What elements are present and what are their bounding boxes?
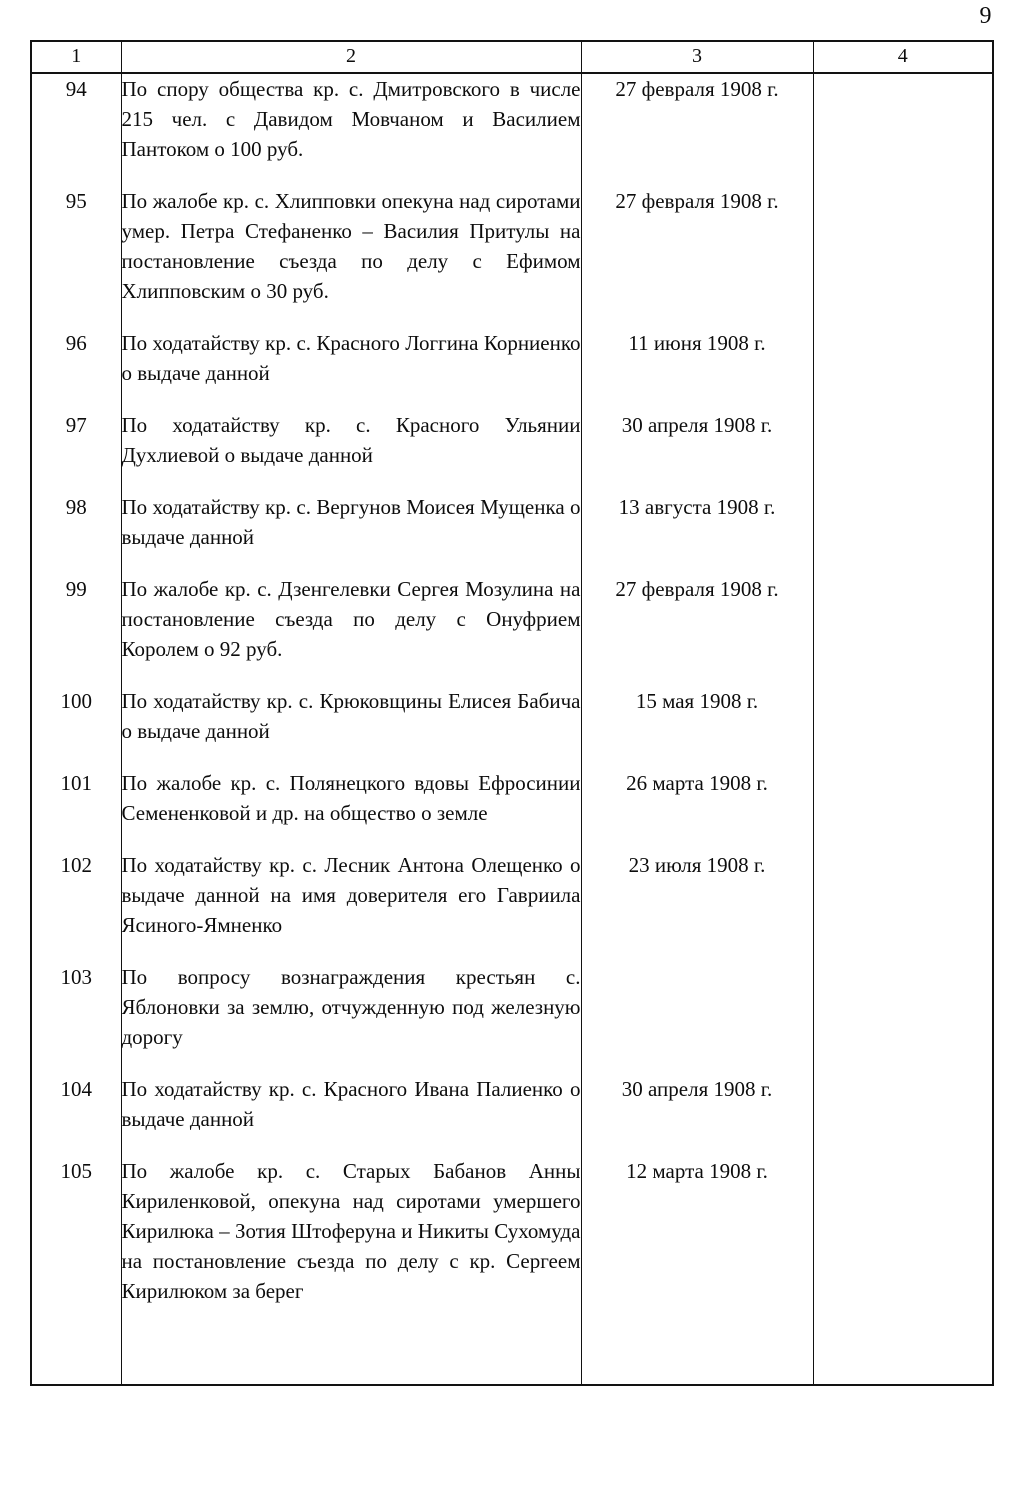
table-header-row — [31, 41, 993, 73]
row-spacer-cell — [813, 940, 993, 962]
row-spacer-cell — [581, 306, 813, 328]
row-note-cell — [813, 1074, 993, 1134]
row-spacer — [31, 664, 993, 686]
row-spacer-cell — [31, 1134, 121, 1156]
column-header-4: 4 — [813, 41, 993, 73]
table-row — [31, 768, 993, 828]
table-row — [31, 328, 993, 388]
table-body — [31, 73, 993, 1385]
row-spacer-cell — [813, 664, 993, 686]
row-spacer-cell — [813, 1134, 993, 1156]
table-row — [31, 492, 993, 552]
row-description-cell: По ходатайству кр. с. Красного Ивана Палиенко о выдаче данной — [121, 1074, 581, 1134]
table-header — [31, 41, 993, 73]
row-date-cell — [581, 962, 813, 1052]
row-spacer-cell — [581, 552, 813, 574]
row-spacer-cell — [581, 470, 813, 492]
row-spacer-cell — [31, 746, 121, 768]
row-note-cell — [813, 768, 993, 828]
row-spacer-cell — [581, 940, 813, 962]
row-spacer-cell — [31, 828, 121, 850]
row-spacer-cell — [121, 470, 581, 492]
row-spacer-cell — [31, 940, 121, 962]
row-description-cell: По ходатайству кр. с. Крюковщины Елисея Бабича о выдаче данной — [121, 686, 581, 746]
row-spacer-cell — [813, 828, 993, 850]
row-spacer-cell — [121, 552, 581, 574]
row-spacer-cell — [581, 1134, 813, 1156]
table-row — [31, 73, 993, 164]
row-number-cell: 96 — [31, 328, 121, 388]
row-number-cell: 104 — [31, 1074, 121, 1134]
row-number-cell: 97 — [31, 410, 121, 470]
row-spacer — [31, 306, 993, 328]
row-spacer-cell — [813, 164, 993, 186]
row-description-cell: По ходатайству кр. с. Красного Логгина Корниенко о выдаче данной — [121, 328, 581, 388]
table-trailing-space — [31, 1306, 993, 1385]
row-spacer — [31, 552, 993, 574]
table-row — [31, 850, 993, 940]
row-spacer-cell — [581, 746, 813, 768]
row-spacer-cell — [121, 664, 581, 686]
table-trailing-cell — [581, 1306, 813, 1385]
row-spacer-cell — [581, 388, 813, 410]
row-date-cell: 30 апреля 1908 г. — [581, 410, 813, 470]
table-row — [31, 962, 993, 1052]
row-number-cell: 94 — [31, 73, 121, 164]
row-spacer — [31, 746, 993, 768]
row-number-cell: 101 — [31, 768, 121, 828]
row-date-cell: 30 апреля 1908 г. — [581, 1074, 813, 1134]
row-number-cell: 99 — [31, 574, 121, 664]
row-description-cell: По жалобе кр. с. Дзенгелевки Сергея Мозулина на постановление съезда по делу с Онуфрием Королем о 92 руб. — [121, 574, 581, 664]
row-number-cell: 105 — [31, 1156, 121, 1306]
row-description-cell: По ходатайству кр. с. Красного Ульянии Духлиевой о выдаче данной — [121, 410, 581, 470]
row-spacer-cell — [31, 164, 121, 186]
column-header-1: 1 — [31, 41, 121, 73]
row-spacer-cell — [31, 388, 121, 410]
row-date-cell: 13 августа 1908 г. — [581, 492, 813, 552]
row-spacer-cell — [121, 388, 581, 410]
table-trailing-cell — [813, 1306, 993, 1385]
row-note-cell — [813, 1156, 993, 1306]
row-note-cell — [813, 186, 993, 306]
table-row — [31, 186, 993, 306]
table-row — [31, 1074, 993, 1134]
row-spacer-cell — [121, 164, 581, 186]
row-spacer-cell — [121, 828, 581, 850]
row-description-cell: По жалобе кр. с. Полянецкого вдовы Ефросинии Семененковой и др. на общество о земле — [121, 768, 581, 828]
row-spacer-cell — [31, 306, 121, 328]
row-note-cell — [813, 73, 993, 164]
row-spacer — [31, 1134, 993, 1156]
row-spacer-cell — [121, 940, 581, 962]
row-number-cell: 100 — [31, 686, 121, 746]
page-number: 9 — [979, 3, 992, 29]
row-date-cell: 26 марта 1908 г. — [581, 768, 813, 828]
row-date-cell: 27 февраля 1908 г. — [581, 574, 813, 664]
row-spacer-cell — [31, 664, 121, 686]
row-note-cell — [813, 410, 993, 470]
row-spacer-cell — [121, 746, 581, 768]
row-date-cell: 12 марта 1908 г. — [581, 1156, 813, 1306]
row-date-cell: 23 июля 1908 г. — [581, 850, 813, 940]
table-trailing-cell — [121, 1306, 581, 1385]
row-description-cell: По жалобе кр. с. Хлипповки опекуна над сиротами умер. Петра Стефаненко – Василия Притулы на постановление съезда по делу с Ефимом Хлипповским о 30 руб. — [121, 186, 581, 306]
row-spacer — [31, 164, 993, 186]
row-spacer — [31, 470, 993, 492]
row-spacer — [31, 1052, 993, 1074]
row-spacer-cell — [813, 388, 993, 410]
row-description-cell: По жалобе кр. с. Старых Бабанов Анны Кириленковой, опекуна над сиротами умершего Кирилюка – Зотия Штоферуна и Никиты Сухомуда на постановление съезда по делу с кр. Сергеем Кирилюком за берег — [121, 1156, 581, 1306]
row-note-cell — [813, 686, 993, 746]
table-row — [31, 1156, 993, 1306]
row-date-cell: 27 февраля 1908 г. — [581, 73, 813, 164]
row-description-cell: По спору общества кр. с. Дмитровского в числе 215 чел. с Давидом Мовчаном и Василием Пантоком о 100 руб. — [121, 73, 581, 164]
column-header-2: 2 — [121, 41, 581, 73]
row-date-cell: 15 мая 1908 г. — [581, 686, 813, 746]
row-spacer-cell — [121, 1134, 581, 1156]
row-spacer — [31, 828, 993, 850]
row-spacer-cell — [813, 306, 993, 328]
row-spacer-cell — [813, 746, 993, 768]
row-spacer-cell — [581, 828, 813, 850]
row-spacer-cell — [31, 552, 121, 574]
row-spacer-cell — [581, 164, 813, 186]
table-row — [31, 410, 993, 470]
row-spacer-cell — [813, 552, 993, 574]
row-date-cell: 27 февраля 1908 г. — [581, 186, 813, 306]
row-number-cell: 98 — [31, 492, 121, 552]
row-spacer-cell — [31, 1052, 121, 1074]
row-spacer — [31, 940, 993, 962]
table-row — [31, 686, 993, 746]
row-description-cell: По вопросу вознаграждения крестьян с. Яблоновки за землю, отчужденную под железную дорогу — [121, 962, 581, 1052]
row-date-cell: 11 июня 1908 г. — [581, 328, 813, 388]
row-spacer — [31, 388, 993, 410]
row-spacer-cell — [581, 664, 813, 686]
row-spacer-cell — [121, 1052, 581, 1074]
row-number-cell: 95 — [31, 186, 121, 306]
row-spacer-cell — [813, 470, 993, 492]
row-note-cell — [813, 328, 993, 388]
row-number-cell: 103 — [31, 962, 121, 1052]
row-note-cell — [813, 962, 993, 1052]
row-description-cell: По ходатайству кр. с. Лесник Антона Олещенко о выдаче данной на имя доверителя его Гавриила Ясиного-Ямненко — [121, 850, 581, 940]
row-note-cell — [813, 492, 993, 552]
row-spacer-cell — [121, 306, 581, 328]
row-spacer-cell — [31, 470, 121, 492]
row-number-cell: 102 — [31, 850, 121, 940]
table-row — [31, 574, 993, 664]
column-header-3: 3 — [581, 41, 813, 73]
register-table — [30, 40, 994, 1386]
row-note-cell — [813, 850, 993, 940]
row-note-cell — [813, 574, 993, 664]
row-description-cell: По ходатайству кр. с. Вергунов Моисея Мущенка о выдаче данной — [121, 492, 581, 552]
row-spacer-cell — [581, 1052, 813, 1074]
table-trailing-cell — [31, 1306, 121, 1385]
row-spacer-cell — [813, 1052, 993, 1074]
